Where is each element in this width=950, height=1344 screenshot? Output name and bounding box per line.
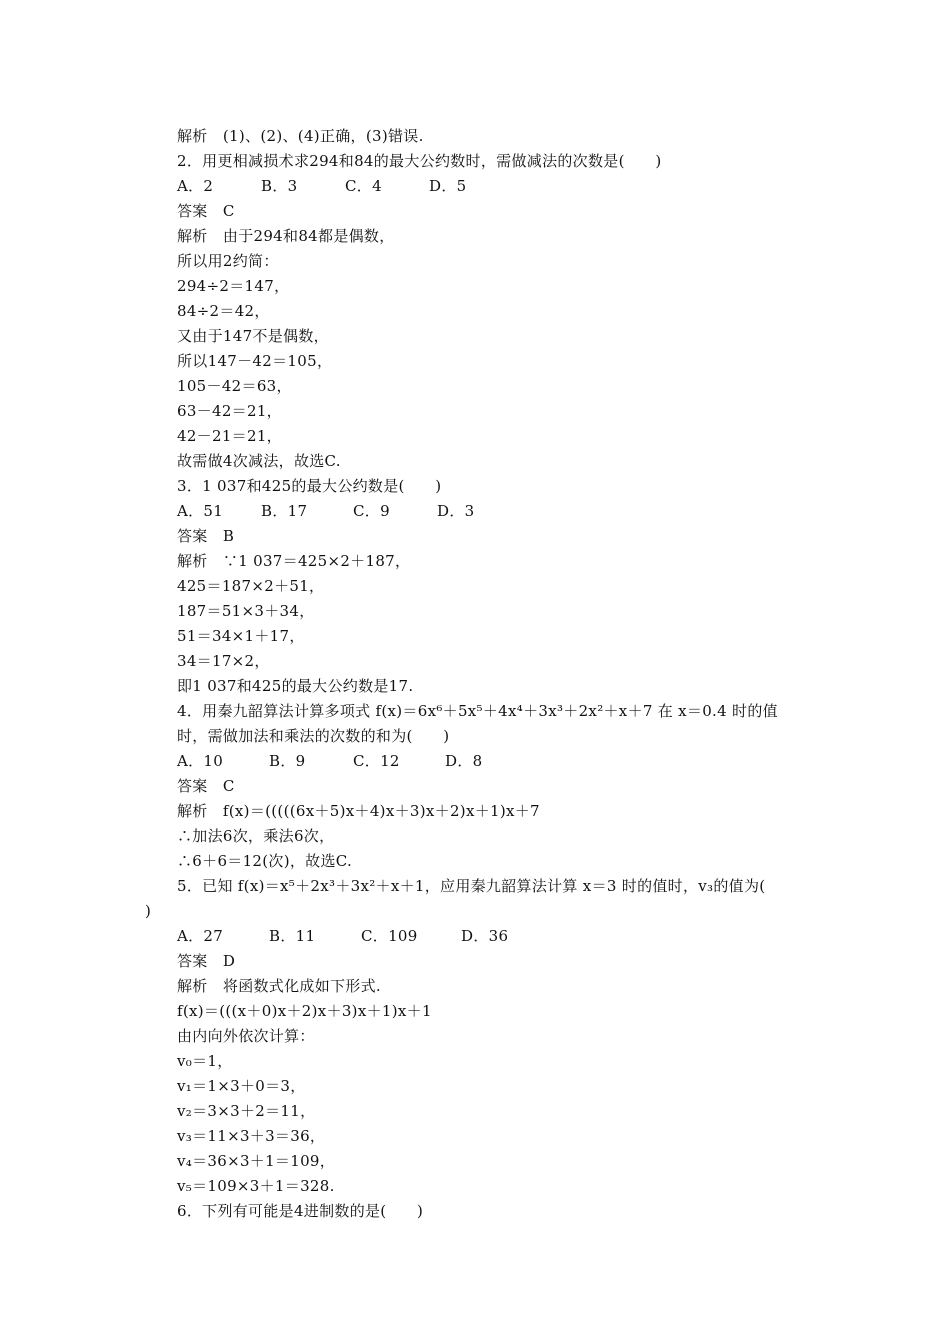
text-line: 解析 由于294和84都是偶数， bbox=[177, 227, 395, 245]
text-line: f(x)＝(((x＋0)x＋2)x＋3)x＋1)x＋1 bbox=[177, 1002, 432, 1020]
text-line: 42－21＝21， bbox=[177, 427, 282, 445]
question-2: 2．用更相减损术求294和84的最大公约数时，需做减法的次数是( ) bbox=[177, 152, 662, 170]
text-line: 解析 ∵1 037＝425×2＋187， bbox=[177, 552, 411, 570]
text-line: 34＝17×2， bbox=[177, 652, 270, 670]
text-line: 84÷2＝42， bbox=[177, 302, 270, 320]
options-q2 bbox=[177, 176, 466, 196]
text-line: ∴6＋6＝12(次)，故选C. bbox=[177, 852, 353, 870]
question-4: 4．用秦九韶算法计算多项式 f(x)＝6x⁶＋5x⁵＋4x⁴＋3x³＋2x²＋x＋7 在 x＝0.4 时的值 bbox=[177, 702, 778, 720]
text-line: 解析 (1)、(2)、(4)正确，(3)错误. bbox=[177, 127, 424, 145]
text-line: ∴加法6次，乘法6次， bbox=[177, 827, 335, 845]
option-d: D．5 bbox=[429, 177, 467, 195]
question-4-cont: 时，需做加法和乘法的次数的和为( ) bbox=[177, 727, 450, 745]
options-q5 bbox=[177, 926, 508, 946]
option-b: B．9 bbox=[269, 752, 306, 770]
text-line: 51＝34×1＋17， bbox=[177, 627, 305, 645]
options-q3 bbox=[177, 501, 474, 521]
text-line: 105－42＝63， bbox=[177, 377, 292, 395]
text-line: 63－42＝21， bbox=[177, 402, 282, 420]
text-line: v₃＝11×3＋3＝36， bbox=[177, 1127, 326, 1145]
answer-q5: 答案 D bbox=[177, 952, 236, 970]
option-c: C．12 bbox=[353, 752, 400, 770]
text-line: 解析 f(x)＝(((((6x＋5)x＋4)x＋3)x＋2)x＋1)x＋7 bbox=[177, 802, 540, 820]
option-a: A．51 bbox=[177, 502, 224, 520]
option-d: D．36 bbox=[461, 927, 509, 945]
text-line: 即1 037和425的最大公约数是17. bbox=[177, 677, 414, 695]
text-line: 解析 将函数式化成如下形式. bbox=[177, 977, 381, 995]
text-line: 又由于147不是偶数， bbox=[177, 327, 329, 345]
answer-q2: 答案 C bbox=[177, 202, 235, 220]
option-d: D．8 bbox=[445, 752, 483, 770]
text-line: 425＝187×2＋51， bbox=[177, 577, 325, 595]
option-c: C．109 bbox=[361, 927, 418, 945]
option-a: A．10 bbox=[177, 752, 224, 770]
text-line: 187＝51×3＋34， bbox=[177, 602, 315, 620]
text-line: v₅＝109×3＋1＝328. bbox=[177, 1177, 335, 1195]
option-a: A．27 bbox=[177, 927, 224, 945]
option-a: A．2 bbox=[177, 177, 214, 195]
option-b: B．3 bbox=[261, 177, 298, 195]
text-line: v₄＝36×3＋1＝109， bbox=[177, 1152, 336, 1170]
option-d: D．3 bbox=[437, 502, 475, 520]
option-c: C．4 bbox=[345, 177, 382, 195]
question-5-cont: ) bbox=[145, 902, 152, 920]
text-line: 故需做4次减法，故选C. bbox=[177, 452, 341, 470]
text-line: 由内向外依次计算： bbox=[177, 1027, 315, 1045]
options-q4 bbox=[177, 751, 482, 771]
question-3: 3．1 037和425的最大公约数是( ) bbox=[177, 477, 442, 495]
text-line: v₀＝1， bbox=[177, 1052, 233, 1070]
answer-q4: 答案 C bbox=[177, 777, 235, 795]
answer-q3: 答案 B bbox=[177, 527, 235, 545]
text-line: 所以147－42＝105， bbox=[177, 352, 333, 370]
question-6: 6．下列有可能是4进制数的是( ) bbox=[177, 1202, 424, 1220]
question-5: 5．已知 f(x)＝x⁵＋2x³＋3x²＋x＋1，应用秦九韶算法计算 x＝3 时的值时，v₃的值为( bbox=[177, 877, 766, 895]
option-b: B．11 bbox=[269, 927, 316, 945]
text-line: v₁＝1×3＋0＝3， bbox=[177, 1077, 306, 1095]
text-line: 294÷2＝147， bbox=[177, 277, 290, 295]
text-line: 所以用2约简： bbox=[177, 252, 279, 270]
option-c: C．9 bbox=[353, 502, 390, 520]
text-line: v₂＝3×3＋2＝11， bbox=[177, 1102, 316, 1120]
option-b: B．17 bbox=[261, 502, 308, 520]
